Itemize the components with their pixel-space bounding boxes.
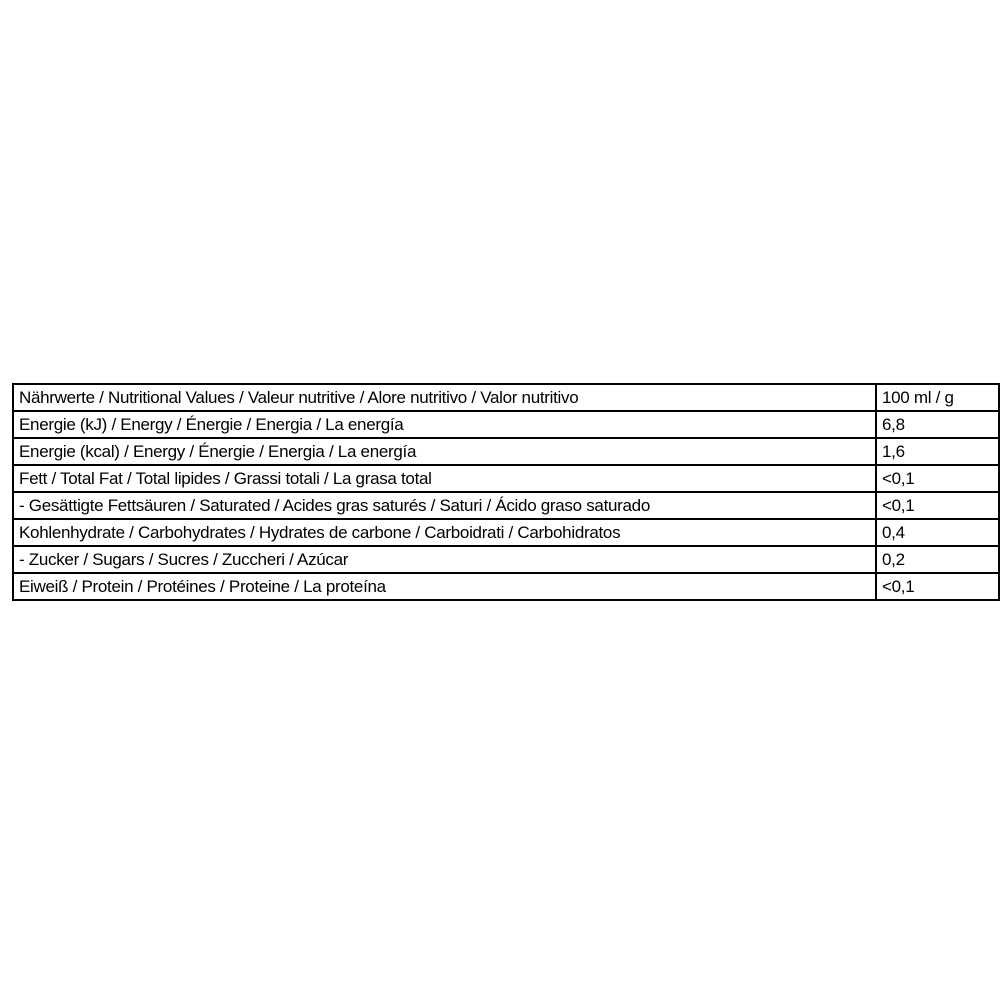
table-row xyxy=(13,546,999,573)
table-row xyxy=(13,465,999,492)
unit-header: 100 ml / g xyxy=(876,384,999,411)
row-label: Kohlenhydrate / Carbohydrates / Hydrates de carbone / Carboidrati / Carbohidratos xyxy=(13,519,876,546)
table-header-row xyxy=(13,384,999,411)
row-value: <0,1 xyxy=(876,465,999,492)
row-value: 1,6 xyxy=(876,438,999,465)
row-label: - Zucker / Sugars / Sucres / Zuccheri / Azúcar xyxy=(13,546,876,573)
table-row xyxy=(13,573,999,600)
row-label: Energie (kJ) / Energy / Énergie / Energia / La energía xyxy=(13,411,876,438)
row-value: 0,2 xyxy=(876,546,999,573)
row-label: Energie (kcal) / Energy / Énergie / Energia / La energía xyxy=(13,438,876,465)
header-label: Nährwerte / Nutritional Values / Valeur nutritive / Alore nutritivo / Valor nutritivo xyxy=(13,384,876,411)
row-label: Eiweiß / Protein / Protéines / Proteine / La proteína xyxy=(13,573,876,600)
table-row xyxy=(13,438,999,465)
table-row xyxy=(13,519,999,546)
table-row xyxy=(13,492,999,519)
table-row xyxy=(13,411,999,438)
row-label: - Gesättigte Fettsäuren / Saturated / Acides gras saturés / Saturi / Ácido graso saturado xyxy=(13,492,876,519)
row-value: 0,4 xyxy=(876,519,999,546)
row-value: <0,1 xyxy=(876,492,999,519)
row-label: Fett / Total Fat / Total lipides / Grassi totali / La grasa total xyxy=(13,465,876,492)
row-value: 6,8 xyxy=(876,411,999,438)
row-value: <0,1 xyxy=(876,573,999,600)
nutrition-table xyxy=(12,383,1000,601)
